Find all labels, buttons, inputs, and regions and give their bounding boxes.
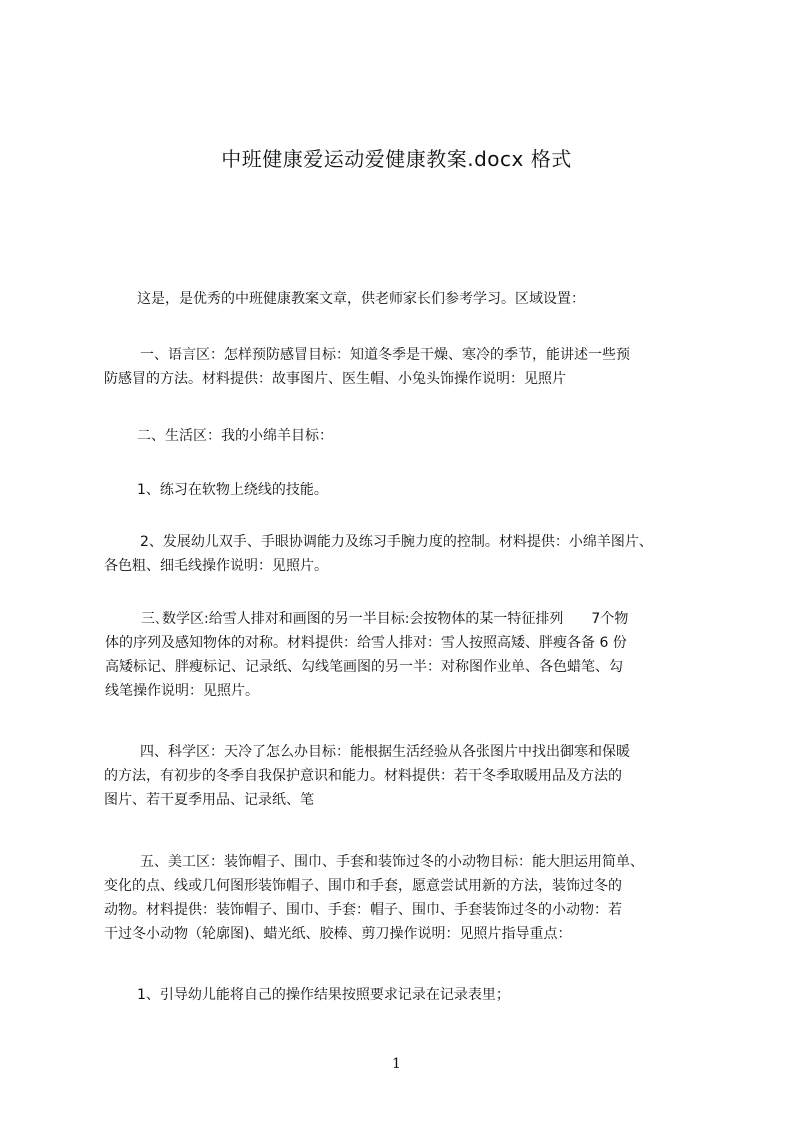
paragraph-line: 四、科学区：天冷了怎么办目标：能根据生活经验从各张图片中找出御寒和保暖	[140, 744, 630, 760]
paragraph-line: 各色粗、细毛线操作说明：见照片。	[104, 558, 328, 574]
paragraph-line: 一、语言区：怎样预防感冒目标：知道冬季是干燥、寒冷的季节，能讲述一些预	[140, 347, 630, 363]
paragraph-line: 体的序列及感知物体的对称。材料提供：给雪人排对：雪人按照高矮、胖瘦各备 6 份	[105, 635, 627, 651]
paragraph-life-item-2	[104, 530, 653, 578]
paragraph-life-area	[137, 424, 333, 448]
paragraph-line: 1、引导幼儿能将自己的操作结果按照要求记录在记录表里；	[137, 987, 510, 1003]
paragraph-line: 图片、若干夏季用品、记录纸、笔	[104, 792, 314, 808]
paragraph-line: 2、发展幼儿双手、手眼协调能力及练习手腕力度的控制。材料提供：小绵羊图片、	[140, 534, 653, 550]
paragraph-line: 的方法，有初步的冬季自我保护意识和能力。材料提供：若干冬季取暖用品及方法的	[104, 768, 622, 784]
document-title: 中班健康爱运动爱健康教案.docx 格式	[221, 147, 572, 171]
paragraph-line: 变化的点、线或几何图形装饰帽子、围巾和手套，愿意尝试用新的方法，装饰过冬的	[104, 878, 622, 894]
paragraph-line: 五、美工区：装饰帽子、围巾、手套和装饰过冬的小动物目标：能大胆运用简单、	[140, 854, 644, 870]
paragraph-guidance-item-1	[137, 983, 510, 1007]
page-number: 1	[392, 1056, 401, 1072]
paragraph-line: 防感冒的方法。材料提供：故事图片、医生帽、小兔头饰操作说明：见照片	[104, 371, 566, 387]
paragraph-line: 这是，是优秀的中班健康教案文章，供老师家长们参考学习。区域设置：	[137, 291, 585, 307]
paragraph-math-area	[105, 607, 628, 703]
paragraph-line: 1、练习在软物上绕线的技能。	[137, 482, 328, 498]
paragraph-line: 干过冬小动物（轮廓图)、蜡光纸、胶棒、剪刀操作说明：见照片指导重点：	[104, 926, 572, 942]
paragraph-line: 高矮标记、胖瘦标记、记录纸、勾线笔画图的另一半：对称图作业单、各色蜡笔、勾	[105, 659, 623, 675]
paragraph-line: 三､数学区:给雪人排对和画图的另一半目标:会按物体的某一特征排列 7个物	[141, 611, 629, 627]
paragraph-line: 二、生活区：我的小绵羊目标：	[137, 428, 333, 444]
paragraph-intro	[137, 287, 585, 311]
paragraph-language-area	[104, 343, 630, 391]
paragraph-science-area	[104, 740, 630, 812]
paragraph-art-area	[104, 850, 644, 946]
paragraph-line: 线笔操作说明：见照片。	[105, 683, 259, 699]
paragraph-life-item-1	[137, 478, 328, 502]
paragraph-line: 动物。材料提供：装饰帽子、围巾、手套：帽子、围巾、手套装饰过冬的小动物：若	[104, 902, 622, 918]
